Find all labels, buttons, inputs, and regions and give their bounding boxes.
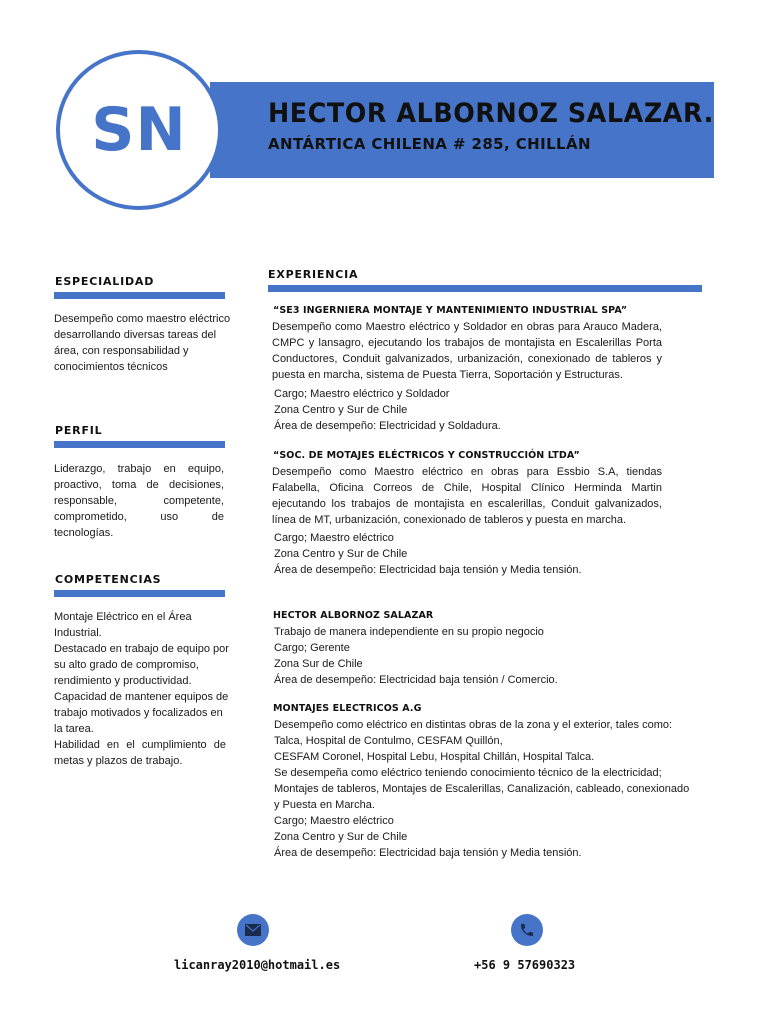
perfil-text: Liderazgo, trabajo en equipo, proactivo, toma de decisiones, responsable, competente, comprometido, uso de tecnologías. (54, 463, 224, 539)
phone-number[interactable]: +56 9 57690323 (474, 958, 576, 972)
especialidad-title: ESPECIALIDAD (55, 275, 155, 288)
job-1-details: Cargo; Maestro eléctrico y Soldador Zona Centro y Sur de Chile Área de desempeño: Electricidad y Soldadura. (274, 388, 501, 432)
especialidad-rule (54, 292, 225, 299)
job-3-company: HECTOR ALBORNOZ SALAZAR (273, 610, 434, 621)
experiencia-rule (268, 285, 702, 292)
header-banner (210, 82, 714, 178)
job-3-details: Trabajo de manera independiente en su propio negocio Cargo; Gerente Zona Sur de Chile Área de desempeño: Electricidad baja tensión / Comercio. (274, 626, 558, 686)
experiencia-title: EXPERIENCIA (268, 268, 359, 281)
competencias-text: Montaje Eléctrico en el Área Industrial. Destacado en trabajo de equipo por su alto grado de compromiso, rendimiento y productividad. Capacidad de mantener equipos de trabajo motivados y focalizados en la tarea. Habilidad en el cumplimiento de metas y plazos de trabajo. (54, 611, 229, 767)
job-2-description: Desempeño como Maestro eléctrico en obras para Essbio S.A, tiendas Falabella, Oficina Correos de Chile, Hospital Clínico Herminda Martin ejecutando los trabajos de montajista en escalerillas, Conduit galvanizados, línea de MT, urbanización, conexionado de tableros y puesta en marcha. (272, 466, 662, 526)
job-2-company: “SOC. DE MOTAJES ELÉCTRICOS Y CONSTRUCCIÓN LTDA” (273, 450, 580, 461)
job-2-details: Cargo; Maestro eléctrico Zona Centro y Sur de Chile Área de desempeño: Electricidad baja tensión y Media tensión. (274, 532, 582, 576)
job-4-details: Desempeño como eléctrico en distintas obras de la zona y el exterior, tales como: Talca, Hospital de Contulmo, CESFAM Quillón, CESFAM Coronel, Hospital Lebu, Hospital Chillán, Hospital Talca. Se desempeña como eléctrico teniendo conocimiento técnico de la electricidad; Montajes de tableros, Montajes de Escalerillas, Canalización, cableado, conexionado y Puesta en Marcha. Cargo; Maestro eléctrico Zona Centro y Sur de Chile Área de desempeño: Electricidad baja tensión y Media tensión. (274, 719, 690, 859)
monogram-initials: SN (91, 95, 187, 165)
job-4-company: MONTAJES ELECTRICOS A.G (273, 703, 422, 714)
phone-glyph (519, 922, 535, 938)
perfil-rule (54, 441, 225, 448)
especialidad-text: Desempeño como maestro eléctrico desarrollando diversas tareas del área, con responsabilidad y conocimientos técnicos (54, 313, 231, 373)
competencias-rule (54, 590, 225, 597)
candidate-name: HECTOR ALBORNOZ SALAZAR. (268, 98, 714, 129)
perfil-title: PERFIL (55, 424, 103, 437)
email-link[interactable]: licanray2010@hotmail.es (174, 958, 341, 972)
competencias-title: COMPETENCIAS (55, 573, 162, 586)
phone-icon (511, 914, 543, 946)
envelope-glyph (245, 924, 261, 936)
candidate-address: ANTÁRTICA CHILENA # 285, CHILLÁN (268, 135, 591, 153)
job-1-description: Desempeño como Maestro eléctrico y Soldador en obras para Arauco Madera, CMPC y lansagro, ejecutando los trabajos de montajista en Escalerillas Porta Conductores, Conduit galvanizados, urbanización, conexionado de tableros y puesta en marcha, sistema de Puesta Tierra, Soportación y Estructuras. (272, 321, 662, 381)
job-1-company: “SE3 INGERNIERA MONTAJE Y MANTENIMIENTO INDUSTRIAL SPA” (273, 305, 628, 316)
envelope-icon (237, 914, 269, 946)
